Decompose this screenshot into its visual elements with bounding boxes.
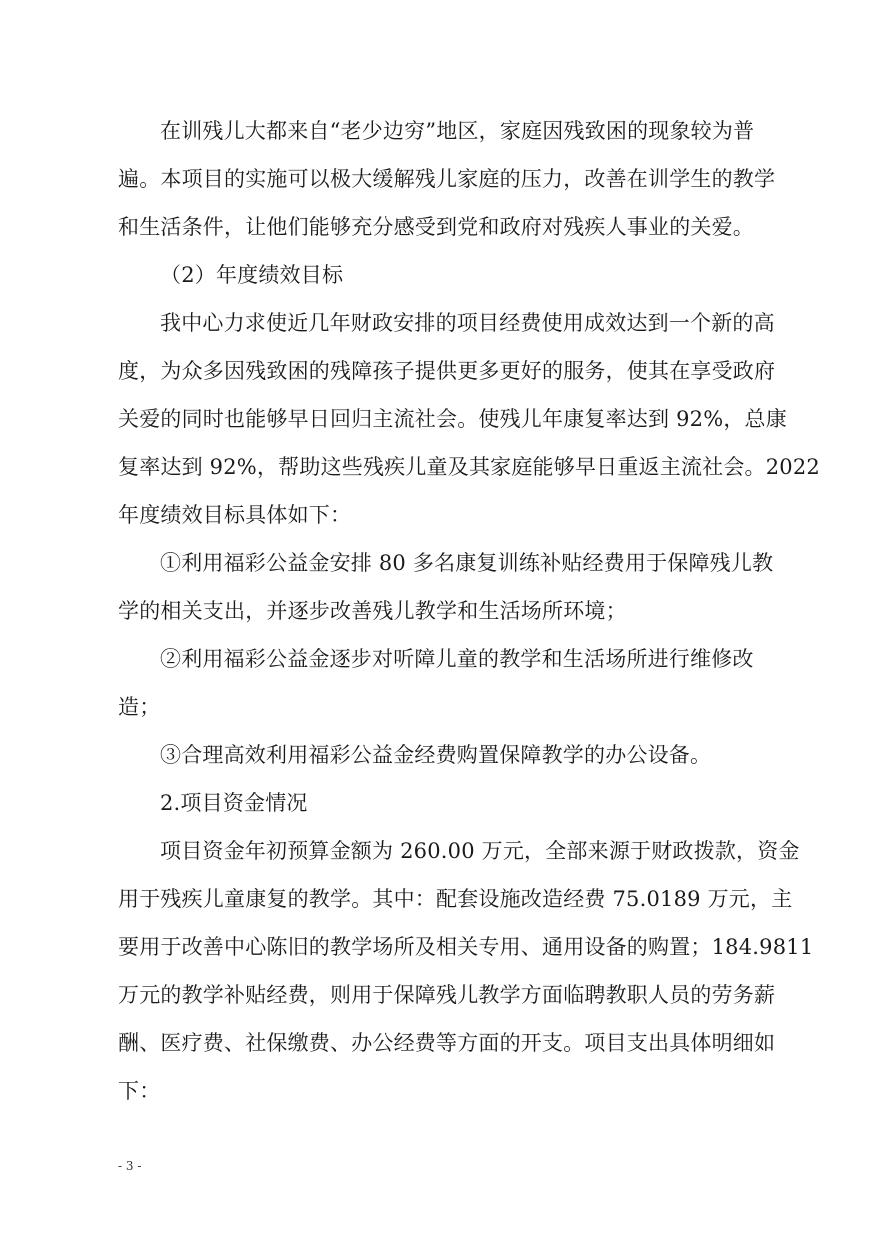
- section-heading: 2.项目资金情况: [160, 791, 308, 815]
- paragraph-line: 下：: [118, 1079, 161, 1103]
- list-item-line: ①利用福彩公益金安排 80 多名康复训练补贴经费用于保障残儿教: [160, 551, 774, 575]
- paragraph-line: 复率达到 92%，帮助这些残疾儿童及其家庭能够早日重返主流社会。2022: [118, 455, 820, 479]
- section-heading: （2）年度绩效目标: [160, 263, 344, 287]
- paragraph-line: 遍。本项目的实施可以极大缓解残儿家庭的压力，改善在训学生的教学: [118, 167, 776, 191]
- paragraph-line: 万元的教学补贴经费，则用于保障残儿教学方面临聘教职人员的劳务薪: [118, 983, 776, 1007]
- paragraph-line: 要用于改善中心陈旧的教学场所及相关专用、通用设备的购置；184.9811: [118, 935, 814, 959]
- list-item-line: ③合理高效利用福彩公益金经费购置保障教学的办公设备。: [160, 743, 712, 767]
- paragraph-line: 年度绩效目标具体如下：: [118, 503, 352, 527]
- list-item-line: 造；: [118, 695, 161, 719]
- paragraph-line: 关爱的同时也能够早日回归主流社会。使残儿年康复率达到 92%，总康: [118, 407, 787, 431]
- paragraph-line: 度，为众多因残致困的残障孩子提供更多更好的服务，使其在享受政府: [118, 359, 776, 383]
- paragraph-line: 和生活条件，让他们能够充分感受到党和政府对残疾人事业的关爱。: [118, 215, 754, 239]
- paragraph-line: 用于残疾儿童康复的教学。其中：配套设施改造经费 75.0189 万元，主: [118, 887, 793, 911]
- paragraph-line: 酬、医疗费、社保缴费、办公经费等方面的开支。项目支出具体明细如: [118, 1031, 776, 1055]
- list-item-line: 学的相关支出，并逐步改善残儿教学和生活场所环境；: [118, 599, 627, 623]
- paragraph-line: 在训残儿大都来自“老少边穷”地区，家庭因残致困的现象较为普: [160, 119, 755, 143]
- list-item-line: ②利用福彩公益金逐步对听障儿童的教学和生活场所进行维修改: [160, 647, 754, 671]
- page-number: - 3 -: [118, 1159, 142, 1173]
- paragraph-line: 项目资金年初预算金额为 260.00 万元，全部来源于财政拨款，资金: [160, 839, 800, 863]
- paragraph-line: 我中心力求使近几年财政安排的项目经费使用成效达到一个新的高: [160, 311, 775, 335]
